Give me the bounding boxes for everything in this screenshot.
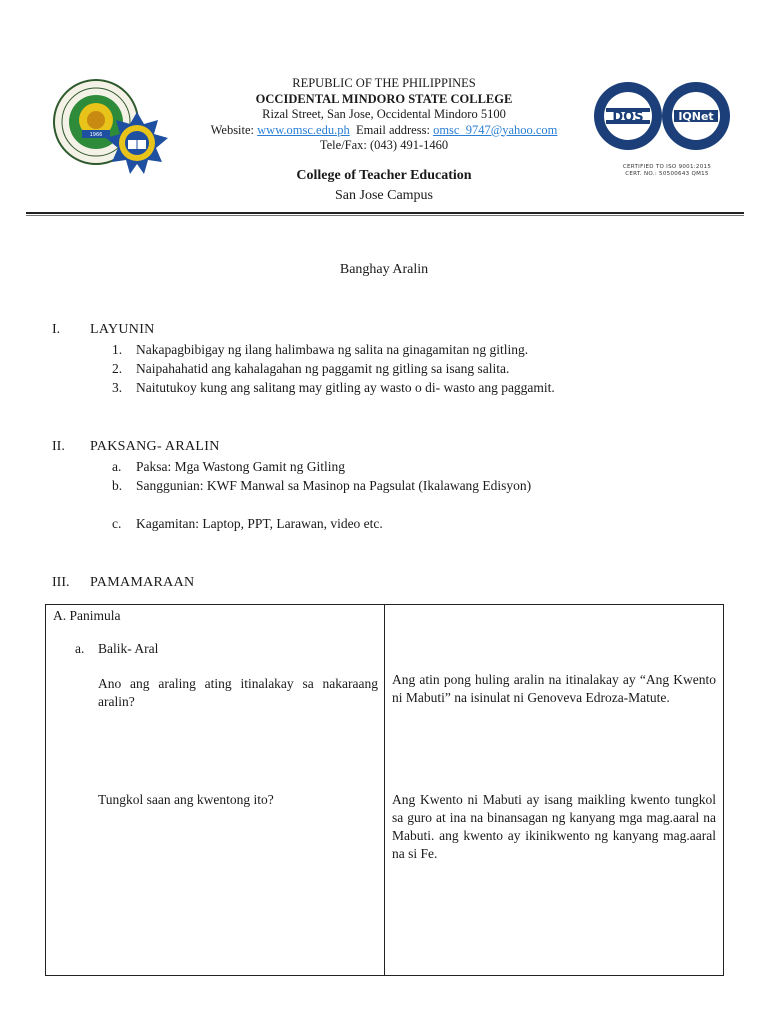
topic-a-text: Paksa: Mga Wastong Gamit ng Gitling (136, 459, 346, 474)
review-title: Balik- Aral (98, 641, 159, 656)
email-label: Email address: (355, 122, 430, 137)
objective-1-text: Nakapagbibigay ng ilang halimbawa ng salita na ginagamitan ng gitling. (136, 342, 529, 357)
topic-c-letter: c. (112, 516, 122, 531)
objective-2-number: 2. (112, 361, 123, 376)
website-link[interactable]: www.omsc.edu.ph (257, 122, 350, 137)
section-3-title: PAMAMARAAN (90, 575, 195, 590)
review-letter: a. (75, 641, 85, 656)
letterhead (180, 76, 588, 154)
teacher-question-2: Tungkol saan ang kwentong ito? (98, 792, 274, 807)
email-link[interactable]: omsc_9747@yahoo.com (433, 122, 558, 137)
telefax-line: Tele/Fax: (043) 491-1460 (319, 138, 449, 152)
section-2-title: PAKSANG- ARALIN (90, 439, 220, 454)
topic-b-letter: b. (112, 478, 123, 493)
cert-line-1: CERTIFIED TO ISO 9001:2015 (622, 164, 712, 170)
college-name: OCCIDENTAL MINDORO STATE COLLEGE (255, 91, 513, 106)
svg-text:IQNet: IQNet (678, 110, 714, 123)
table-heading: A. Panimula (53, 608, 121, 623)
cert-info (612, 164, 722, 178)
address-line: Rizal Street, San Jose, Occidental Mindoro 5100 (262, 107, 506, 121)
document-title: Banghay Aralin (339, 262, 429, 277)
campus-name: San Jose Campus (335, 188, 433, 203)
section-1-number: I. (52, 322, 61, 337)
objective-1-number: 1. (112, 342, 123, 357)
objective-3-text: Naitutukoy kung ang salitang may gitling ay wasto o di- wasto ang paggamit. (136, 380, 555, 395)
section-3-number: III. (52, 575, 70, 590)
cert-line-2: CERT. NO.: 50500643 QM15 (625, 171, 709, 177)
objective-3-number: 3. (112, 380, 123, 395)
dqs-cert-logo (592, 80, 664, 152)
header-divider-thin (26, 215, 744, 216)
topic-a-letter: a. (112, 459, 122, 474)
procedure-table (45, 604, 724, 976)
student-answer-1: Ang atin pong huling aralin na itinalakay ay “Ang Kwento ni Mabuti” na isinulat ni Genoveva Edroza-Matute. (392, 672, 716, 705)
svg-text:DQS: DQS (612, 110, 644, 125)
teacher-education-logo (104, 110, 170, 176)
table-column-divider (384, 605, 385, 975)
iqnet-cert-logo (660, 80, 732, 152)
teacher-question-1: Ano ang araling ating itinalakay sa nakaraang aralin? (98, 676, 378, 709)
website-label: Website: (210, 122, 255, 137)
section-2-number: II. (52, 439, 65, 454)
objective-2-text: Naipahahatid ang kahalagahan ng paggamit ng gitling sa isang salita. (136, 361, 510, 376)
department-name: College of Teacher Education (296, 168, 472, 183)
header-divider (26, 212, 744, 214)
republic-line: REPUBLIC OF THE PHILIPPINES (292, 76, 476, 90)
topic-c-text: Kagamitan: Laptop, PPT, Larawan, video etc. (136, 516, 383, 531)
svg-text:1966: 1966 (89, 132, 103, 138)
topic-b-text: Sanggunian: KWF Manwal sa Masinop na Pagsulat (Ikalawang Edisyon) (136, 478, 532, 493)
section-1-title: LAYUNIN (90, 322, 155, 337)
student-answer-2: Ang Kwento ni Mabuti ay isang maikling kwento tungkol sa guro at ina na binansagan ng kanyang mga mag.aaral na Mabuti. ang kwento ay ikinikwento ng kanyang mag.aaral na si Fe. (392, 792, 716, 861)
contact-line (180, 123, 588, 139)
